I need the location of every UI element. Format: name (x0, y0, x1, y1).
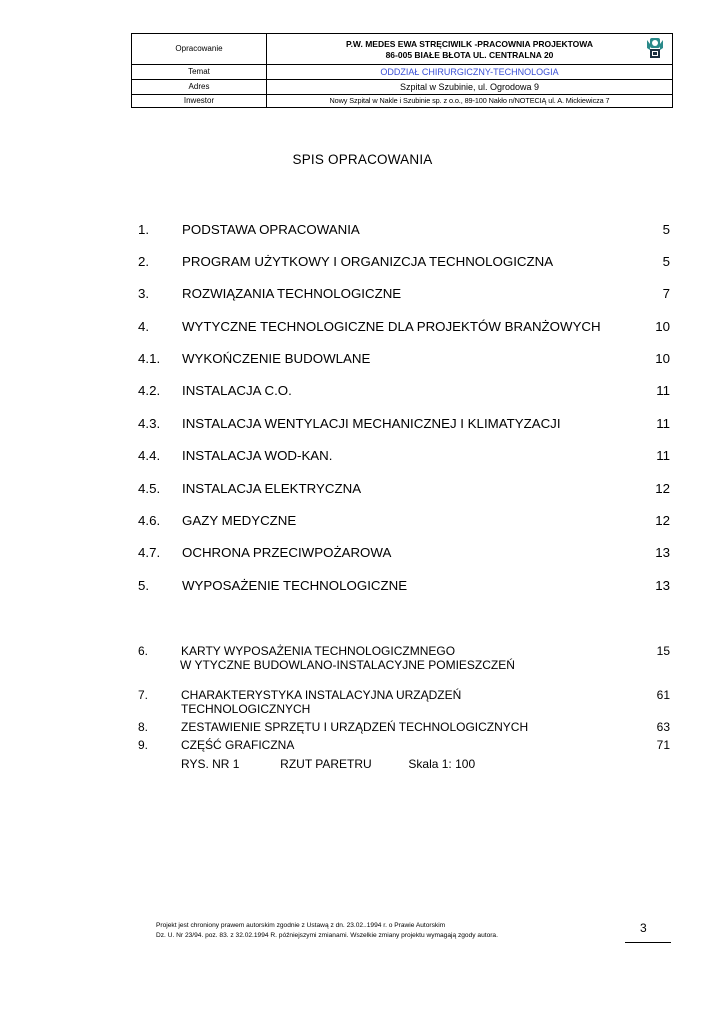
copyright-footer (156, 921, 498, 940)
toc-entry (138, 644, 670, 672)
label-adres: Adres (132, 80, 267, 95)
company-logo-icon (644, 36, 666, 60)
toc-entry-title: WYKOŃCZENIE BUDOWLANE (182, 351, 371, 366)
toc-entry-page: 5 (662, 222, 670, 237)
toc-entry (138, 578, 670, 594)
toc-entry (138, 254, 670, 270)
company-line2: 86-005 BIAŁE BŁOTA UL. CENTRALNA 20 (385, 50, 554, 60)
toc-entry-number: 4.5. (138, 481, 161, 496)
topic-value: ODDZIAŁ CHIRURGICZNY-TECHNOLOGIA (267, 65, 673, 80)
toc-entry-page: 11 (656, 383, 670, 398)
footer-line2: Dz. U. Nr 23/94. poz. 83. z 32.02.1994 R. późniejszymi zmianami. Wszelkie zmiany projektu wymagają zgody autora. (156, 931, 498, 939)
page-number-underline (625, 942, 671, 943)
company-cell (267, 34, 673, 65)
toc-entry-title: INSTALACJA C.O. (182, 383, 292, 398)
toc-entry-title: PROGRAM UŻYTKOWY I ORGANIZCJA TECHNOLOGICZNA (182, 254, 554, 269)
toc-entry-number: 3. (138, 286, 150, 301)
investor-value: Nowy Szpital w Nakle i Szubinie sp. z o.o., 89-100 Nakło n/NOTECIĄ ul. A. Mickiewicza 7 (267, 95, 673, 108)
drawing-entry (181, 757, 475, 771)
toc-entry-number: 7. (138, 688, 149, 702)
toc-entry-page: 5 (662, 254, 670, 269)
toc-entry (138, 738, 670, 754)
toc-entry (138, 448, 670, 464)
toc-entry-page: 15 (656, 644, 670, 658)
toc-entry-page: 13 (655, 578, 670, 593)
header-table (131, 33, 673, 108)
toc-entry-page: 12 (655, 481, 670, 496)
toc-entry-title: ZESTAWIENIE SPRZĘTU I URZĄDZEŃ TECHNOLOGICZNYCH (181, 720, 529, 734)
toc-entry (138, 513, 670, 529)
toc-entry (138, 688, 670, 716)
toc-entry-number: 6. (138, 644, 149, 658)
toc-entry-page: 63 (656, 720, 670, 734)
toc-entry-number: 4.1. (138, 351, 161, 366)
toc-entry (138, 351, 670, 367)
toc-entry-number: 1. (138, 222, 150, 237)
toc-entry-page: 12 (655, 513, 670, 528)
company-line1: P.W. MEDES EWA STRĘCIWILK -PRACOWNIA PROJEKTOWA (346, 39, 593, 49)
toc-entry-title: OCHRONA PRZECIWPOŻAROWA (182, 545, 392, 560)
toc-entry (138, 545, 670, 561)
toc-entry-title: PODSTAWA OPRACOWANIA (182, 222, 360, 237)
toc-entry-page: 7 (662, 286, 670, 301)
toc-entry-number: 2. (138, 254, 150, 269)
toc-entry-page: 71 (656, 738, 670, 752)
toc-entry-number: 4.4. (138, 448, 161, 463)
toc-entry-title: KARTY WYPOSAŻENIA TECHNOLOGICZMNEGO (181, 644, 456, 658)
toc-entry (138, 720, 670, 736)
toc-entry-title-continued: W YTYCZNE BUDOWLANO-INSTALACYJNE POMIESZCZEŃ (180, 658, 515, 672)
drawing-number: RYS. NR 1 (181, 757, 240, 771)
label-opracowanie: Opracowanie (132, 34, 267, 65)
toc-entry-number: 4.3. (138, 416, 161, 431)
footer-line1: Projekt jest chroniony prawem autorskim zgodnie z Ustawą z dn. 23.02..1994 r. o Prawie Autorskim (156, 922, 446, 929)
toc-entry-title: WYTYCZNE TECHNOLOGICZNE DLA PROJEKTÓW BRANŻOWYCH (182, 319, 601, 334)
toc-entry-page: 61 (656, 688, 670, 702)
toc-entry-number: 8. (138, 720, 149, 734)
label-inwestor: Inwestor (132, 95, 267, 108)
page-number: 3 (640, 921, 647, 935)
toc-entry-title: CHARAKTERYSTYKA INSTALACYJNA URZĄDZEŃ (181, 688, 462, 702)
toc-entry-title: INSTALACJA WOD-KAN. (182, 448, 333, 463)
toc-entry-page: 13 (655, 545, 670, 560)
toc-entry-number: 4.2. (138, 383, 161, 398)
toc-entry (138, 383, 670, 399)
toc-entry (138, 222, 670, 238)
toc-entry-title: GAZY MEDYCZNE (182, 513, 297, 528)
toc-entry (138, 481, 670, 497)
drawing-name: RZUT PARETRU (280, 757, 372, 771)
toc-entry-number: 4. (138, 319, 150, 334)
toc-entry (138, 319, 670, 335)
toc-entry-title: WYPOSAŻENIE TECHNOLOGICZNE (182, 578, 408, 593)
toc-entry (138, 286, 670, 302)
toc-entry-page: 10 (655, 351, 670, 366)
toc-entry-page: 10 (655, 319, 670, 334)
toc-entry-title: ROZWIĄZANIA TECHNOLOGICZNE (182, 286, 402, 301)
document-title: SPIS OPRACOWANIA (292, 152, 433, 167)
toc-entry-number: 4.6. (138, 513, 161, 528)
toc-entry-title: CZĘŚĆ GRAFICZNA (181, 738, 295, 752)
toc-entry-title: INSTALACJA ELEKTRYCZNA (182, 481, 362, 496)
toc-entry-number: 9. (138, 738, 149, 752)
drawing-scale: Skala 1: 100 (408, 757, 476, 771)
toc-entry-title-continued: TECHNOLOGICZNYCH (181, 702, 311, 716)
address-value: Szpital w Szubinie, ul. Ogrodowa 9 (267, 80, 673, 95)
toc-entry-page: 11 (656, 416, 670, 431)
toc-entry-number: 5. (138, 578, 150, 593)
toc-entry-number: 4.7. (138, 545, 161, 560)
label-temat: Temat (132, 65, 267, 80)
toc-entry-title: INSTALACJA WENTYLACJI MECHANICZNEJ I KLIMATYZACJI (182, 416, 561, 431)
toc-entry-page: 11 (656, 448, 670, 463)
toc-entry (138, 416, 670, 432)
